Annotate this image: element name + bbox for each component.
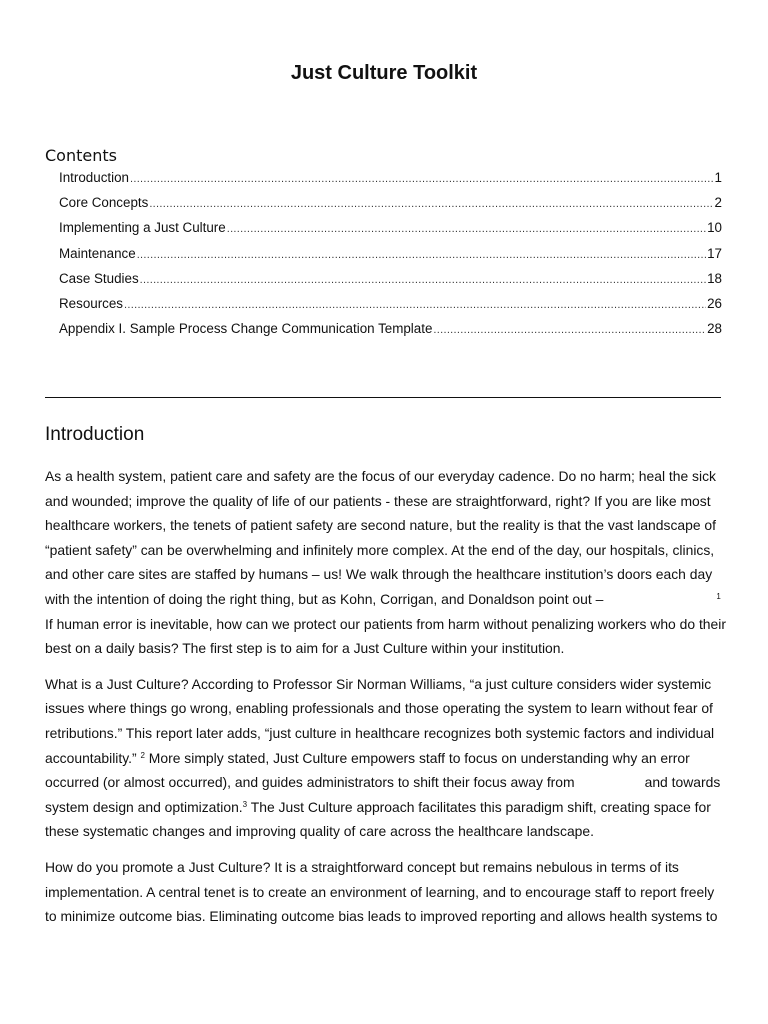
text-line: issues where things go wrong, enabling professionals and those operating the system to learn without fear of	[45, 700, 713, 717]
toc-leader-dots	[433, 321, 706, 336]
text-line: these systematic changes and improving quality of care across the healthcare landscape.	[45, 823, 594, 840]
horizontal-divider	[45, 397, 721, 398]
text-line	[45, 746, 725, 771]
footnote-marker[interactable]: 2	[140, 750, 145, 760]
text-line: best on a daily basis? The first step is to aim for a Just Culture within your institution.	[45, 640, 565, 657]
toc-label: Resources	[59, 295, 124, 311]
toc-entry-resources[interactable]	[59, 296, 722, 321]
page-title: Just Culture Toolkit	[290, 62, 478, 84]
introduction-body	[45, 464, 725, 940]
text-line: and wounded; improve the quality of life of our patients - these are straightforward, right? If you are like most	[45, 492, 711, 509]
toc-page-number: 1	[714, 170, 722, 185]
text-line: How do you promote a Just Culture? It is a straightforward concept but remains nebulous in terms of its	[45, 858, 679, 875]
toc-page-number: 2	[714, 195, 722, 211]
text-line: implementation. A central tenet is to create an environment of learning, and to encourage staff to report freely	[45, 883, 715, 900]
toc-leader-dots	[137, 246, 706, 261]
toc-label: Introduction	[59, 170, 129, 185]
toc-entry-implementing[interactable]	[59, 220, 722, 245]
toc-leader-dots	[124, 296, 706, 311]
toc-page-number: 17	[707, 245, 722, 261]
text-segment: and towards	[644, 774, 721, 791]
toc-page-number: 18	[707, 270, 722, 286]
text-line: and other care sites are staffed by humans – us! We walk through the healthcare institution’s doors each day	[45, 566, 713, 583]
text-line	[45, 795, 725, 820]
toc-label: Core Concepts	[59, 195, 149, 211]
text-line: “patient safety” can be overwhelming and infinitely more complex. At the end of the day, our hospitals, clinics,	[45, 541, 715, 558]
toc-label: Case Studies	[59, 270, 139, 286]
text-line: retributions.” This report later adds, “just culture in healthcare recognizes both systemic factors and individual	[45, 724, 715, 741]
table-of-contents	[59, 170, 722, 346]
text-line	[45, 587, 725, 612]
text-segment: with the intention of doing the right thing, but as Kohn, Corrigan, and Donaldson point out –	[45, 590, 604, 607]
toc-entry-introduction[interactable]	[59, 170, 722, 195]
text-line: If human error is inevitable, how can we protect our patients from harm without penalizing workers who do their	[45, 615, 726, 632]
toc-leader-dots	[227, 220, 706, 235]
toc-leader-dots	[130, 170, 714, 185]
footnote-marker[interactable]: 3	[242, 799, 248, 809]
toc-label: Maintenance	[59, 245, 136, 261]
contents-heading: Contents	[45, 146, 117, 165]
toc-entry-maintenance[interactable]	[59, 246, 722, 271]
text-line: healthcare workers, the tenets of patient safety are second nature, but the reality is that the vast landscape of	[45, 517, 717, 534]
toc-page-number: 10	[707, 220, 722, 236]
paragraph	[45, 672, 725, 844]
toc-page-number: 28	[707, 321, 722, 337]
text-segment: system design and optimization.	[45, 798, 243, 815]
toc-entry-core-concepts[interactable]	[59, 195, 722, 220]
text-segment: accountability.”	[45, 749, 137, 766]
toc-entry-appendix[interactable]	[59, 321, 722, 346]
text-segment: More simply stated, Just Culture empowers staff to focus on understanding why an error	[148, 749, 690, 766]
text-line: As a health system, patient care and safety are the focus of our everyday cadence. Do no harm; heal the sick	[45, 468, 716, 484]
text-line: to minimize outcome bias. Eliminating outcome bias leads to improved reporting and allows health systems to	[45, 908, 718, 925]
toc-label: Implementing a Just Culture	[59, 220, 226, 236]
section-heading-introduction: Introduction	[45, 424, 145, 445]
footnote-marker[interactable]: 1	[716, 591, 721, 601]
text-line: What is a Just Culture? According to Professor Sir Norman Williams, “a just culture considers wider systemic	[45, 675, 712, 692]
toc-entry-case-studies[interactable]	[59, 271, 722, 296]
text-segment: The Just Culture approach facilitates this paradigm shift, creating space for	[250, 798, 711, 815]
toc-page-number: 26	[707, 295, 722, 311]
toc-leader-dots	[140, 271, 706, 286]
toc-label: Appendix I. Sample Process Change Communication Template	[59, 321, 433, 337]
paragraph	[45, 855, 725, 929]
toc-leader-dots	[149, 195, 713, 210]
text-segment: occurred (or almost occurred), and guides administrators to shift their focus away from	[45, 774, 575, 791]
paragraph	[45, 464, 725, 661]
text-line	[45, 770, 725, 795]
